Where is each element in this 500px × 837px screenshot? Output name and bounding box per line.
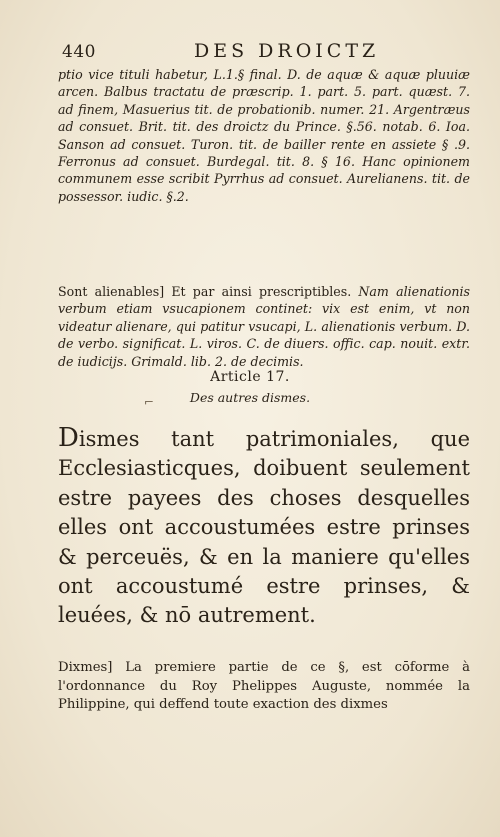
article-body bbox=[58, 424, 470, 631]
note-alienables bbox=[58, 283, 470, 370]
note-dixmes bbox=[58, 659, 470, 715]
page-number: 440 bbox=[62, 42, 96, 62]
bracket-mark: ⌐ bbox=[144, 395, 155, 409]
running-title: DES DROICTZ bbox=[194, 40, 380, 62]
marginal-notes-continued bbox=[58, 66, 470, 205]
notes-top-text: ptio vice tituli habetur, L.1.§ final. D. de aquæ & aquæ pluuiæ arcen. Balbus tractatu de præscrip. 1. part. 5. part. quæst. 7. ad finem, Masuerius tit. de probationib. numer. 21. Argentræus ad consuet. Brit. tit. des droictz du Prince. §.56. notab. 6. Ioa. Sanson ad consuet. Turon. tit. de bailler rente en assiete § .9. Ferronus ad consuet. Burdegal. tit. 8. § 16. Hanc opinionem communem esse scribit Pyrrhus ad consuet. Aurelianens. tit. de possessor. iudic. §.2. bbox=[58, 67, 470, 204]
article-heading: Article 17. bbox=[210, 369, 290, 385]
page-header bbox=[62, 40, 462, 64]
article-dropcap: D bbox=[58, 423, 79, 453]
article-subheading: Des autres dismes. bbox=[189, 390, 311, 405]
article-body-text: ismes tant patrimoniales, que Ecclesiasticques, doibuent seulement estre payees des choses desquelles elles ont accoustumées estre prinses & perceuës, & en la maniere qu'elles ont accoustumé estre prinses, & leuées, & nō autrement. bbox=[58, 427, 470, 628]
note-alienables-text: Nam alienationis verbum etiam vsucapionem continet: vix est enim, vt non videatur alienare, qui patitur vsucapi, L. alienationis verbum. D. de verbo. significat. L. viros. C. de diuers. offic. cap. nouit. extr. de iudicijs. Grimald. lib. 2. de decimis. bbox=[58, 284, 470, 369]
note-dixmes-text: Dixmes] La premiere partie de ce §, est cōforme à l'ordonnance du Roy Phelippes Auguste, nommée la Philippine, qui deffend toute exaction des dixmes bbox=[58, 660, 470, 713]
note-alienables-lead: Sont alienables] Et par ainsi prescriptibles. bbox=[58, 284, 352, 299]
